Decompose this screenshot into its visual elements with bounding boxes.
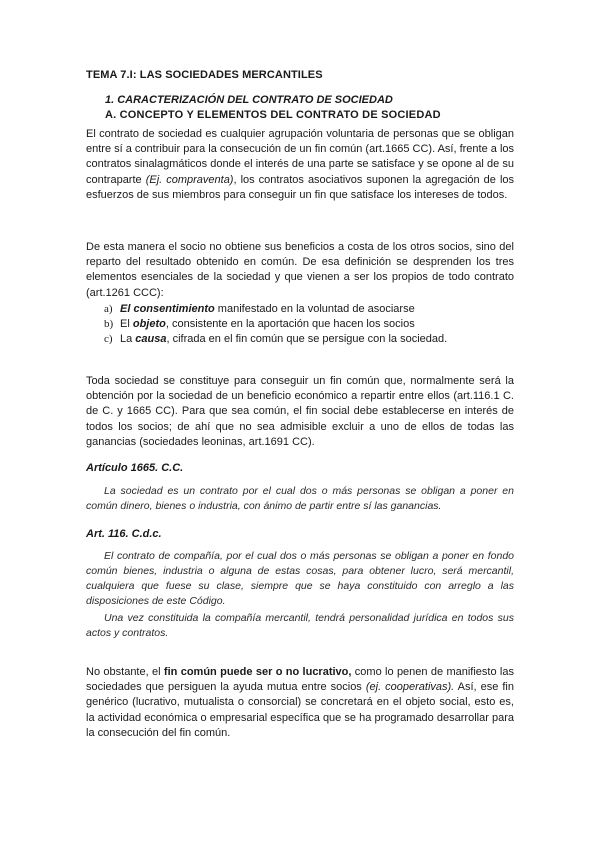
article-1665-quote: [86, 484, 514, 514]
list-item: [104, 332, 447, 347]
paragraph-lucrative: [86, 665, 514, 741]
paragraph-elements: De esta manera el socio no obtiene sus beneficios a costa de los otros socios, sino del reparto del resultado obtenido en común. De esa definición se desprenden los tres elementos esenciales de la sociedad y que vienen a ser los propios de todo contrato (art.1261 CCC):: [86, 241, 514, 299]
article-116-quote-2: [86, 611, 514, 641]
paragraph-text: como lo penen de manifiesto las sociedades que persiguen la ayuda mutua entre socios: [86, 666, 514, 694]
quote-text: Una vez constituida la compañía mercantil, tendrá personalidad jurídica en todos sus actos y contratos.: [86, 612, 514, 639]
list-item-key: El consentimiento: [120, 303, 215, 315]
list-marker: c): [104, 333, 113, 345]
list-item-text: El: [120, 318, 133, 330]
list-item-key: causa: [135, 333, 167, 345]
list-item: [104, 302, 447, 317]
quote-text: La sociedad es un contrato por el cual dos o más personas se obligan a poner en común dinero, bienes o industria, con ánimo de partir entre sí las ganancias.: [86, 485, 514, 512]
list-item-text: La: [120, 333, 136, 345]
paragraph-text: No obstante, el: [86, 666, 164, 678]
paragraph-text: El contrato de sociedad es cualquier agrupación voluntaria de personas que se obligan entre sí a contribuir para la consecución de un fin común (art.1665 CC). Así, frente a los contratos sinalagmáticos donde el interés de una parte se satisface y se opone al de su contraparte: [86, 128, 515, 186]
paragraph-definition: [86, 127, 514, 203]
list-item-text: , cifrada en el fin común que se persigue con la sociedad.: [166, 333, 448, 345]
article-1665-heading: Artículo 1665. C.C.: [86, 462, 184, 474]
paragraph-text: Así, ese fin genérico (lucrativo, mutualista o consorcial) se concretará en el objeto social, esto es, la actividad económica o empresarial específica que se ha programado desarrollar para la consecución del fin común.: [86, 681, 514, 739]
paragraph-common-purpose: Toda sociedad se constituye para conseguir un fin común que, normalmente será la obtención por la sociedad de un beneficio económico a repartir entre ellos (art.116.1 C. de C. y 1665 CC). Para que sea común, el fin social debe establecerse en interés de todos los socios; de ahí que no sea admisible excluir a uno de ellos de todas las ganancias (sociedades leoninas, art.1691 CC).: [86, 375, 514, 448]
list-item-text: , consistente en la aportación que hacen los socios: [165, 318, 415, 330]
subsection-heading: A. CONCEPTO Y ELEMENTOS DEL CONTRATO DE SOCIEDAD: [105, 109, 441, 121]
list-item: [104, 317, 447, 332]
quote-text: El contrato de compañía, por el cual dos o más personas se obligan a poner en fondo común bienes, industria o alguna de estas cosas, para obtener lucro, será mercantil, cualquiera que fuese su clase, siempre que se haya constituido con arreglo a las disposiciones de este Código.: [86, 550, 514, 607]
list-item-key: objeto: [132, 318, 166, 330]
paragraph-example: (Ej. compraventa): [145, 173, 234, 186]
paragraph-text: , los contratos asociativos suponen la agregación de los esfuerzos de sus miembros para conseguir un fin que satisface los intereses de todos.: [86, 173, 515, 201]
section-heading: 1. CARACTERIZACIÓN DEL CONTRATO DE SOCIEDAD: [105, 94, 393, 106]
article-116-heading: Art. 116. C.d.c.: [86, 528, 162, 540]
article-116-quote-1: [86, 549, 514, 609]
document-title: TEMA 7.I: LAS SOCIEDADES MERCANTILES: [86, 69, 323, 81]
list-item-text: manifestado en la voluntad de asociarse: [214, 303, 415, 315]
paragraph-emphasis: fin común puede ser o no lucrativo,: [163, 666, 352, 678]
elements-list: [104, 302, 447, 347]
paragraph-example: (ej. cooperativas).: [365, 681, 455, 694]
list-marker: a): [104, 303, 113, 315]
list-marker: b): [104, 318, 114, 330]
